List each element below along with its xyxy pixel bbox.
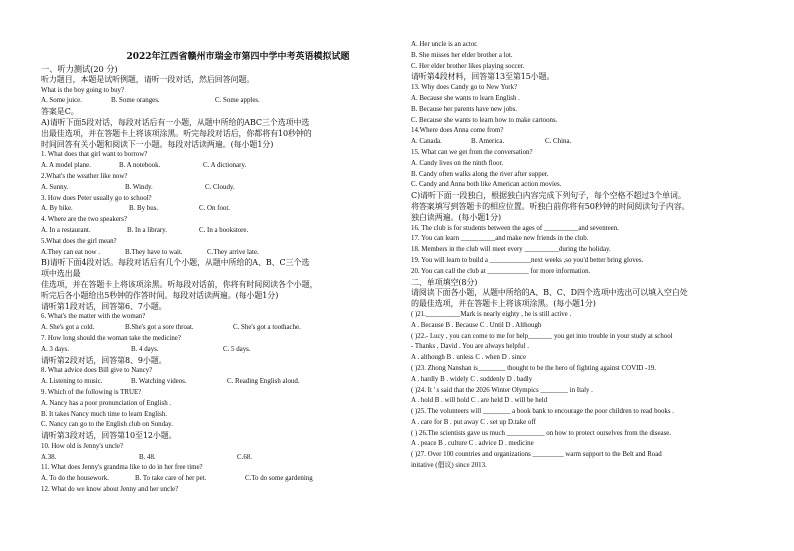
text-line: A . hardly B . widely C . suddenly D . badly — [411, 375, 533, 383]
text-line: 时间回答有关小题和阅读下一小题。每段对话读两遍。(每小题1分) — [41, 139, 274, 149]
text-line: B)请听下面4段对话。每段对话后有几个小题，从题中所给的A、B、C三个选 — [41, 258, 310, 268]
text-line: 13. Why does Candy go to New York? — [411, 84, 518, 92]
text-line: ( )27. Over 100 countries and organizations _________ warm support to the Belt and Road — [411, 451, 662, 459]
text-line: - Thanks , David . You are always helpful . — [411, 343, 529, 351]
text-line: 2.What's the weather like now? — [41, 172, 128, 180]
answer-option: A. She's got a cold. — [41, 324, 95, 332]
answer-option: B. 4 days. — [131, 345, 159, 353]
text-line: 请听第4段材料，回答第13至第15小题。 — [411, 72, 555, 82]
text-line: A. Nancy has a poor pronunciation of English . — [41, 399, 172, 407]
answer-options — [41, 183, 409, 194]
text-line: ( )22.- Lucy , you can come to me for help_______ you get into trouble in your study at school — [411, 332, 673, 340]
answer-option: B. A notebook. — [119, 162, 161, 170]
answer-option: C.68. — [237, 453, 252, 461]
text-line: ( ) 26.The scientists gave us much ___________ on how to protect ourselves from the disease. — [411, 429, 672, 437]
text-line: ( )21.__________Mark is nearly eighty , he is still active . — [411, 310, 572, 318]
text-line: 18. Members in the club will meet every __________during the holiday. — [411, 246, 611, 254]
answer-option: C. 5 days. — [223, 345, 251, 353]
answer-option: B. Windy. — [125, 183, 153, 191]
text-line: 19. You will learn to build a ____________next weeks ,so you'd better bring gloves. — [411, 256, 644, 264]
text-line: 5.What does the girl mean? — [41, 237, 117, 245]
answer-option: B. In a library. — [127, 226, 167, 234]
answer-option: A.38. — [41, 453, 57, 461]
text-line: A . peace B . culture C . advice D . medicine — [411, 440, 534, 448]
text-line: 请听第3段对话，回答第10至12小题。 — [41, 431, 177, 441]
answer-option: C.To do some gardening — [245, 475, 313, 483]
text-line: A. Candy lives on the ninth floor. — [411, 159, 504, 167]
answer-option: B. 48. — [139, 453, 156, 461]
text-line: ( )25. The volunteers will ________ a book bank to encourage the poor children to read books . — [411, 408, 674, 416]
text-line: C. Her elder brother likes playing soccer. — [411, 62, 525, 70]
right-column — [411, 40, 763, 472]
answer-option: C.They arrive late. — [207, 248, 259, 256]
text-line: A)请听下面5段对话，每段对话后有一小题，从题中所给的ABC三个选项中选 — [41, 117, 310, 127]
answer-options — [41, 474, 409, 485]
answer-options — [41, 226, 409, 237]
answer-options — [41, 204, 409, 215]
text-line: 听完后各小题给出5秒钟的作答时间。每段对话读两遍。(每小题1分) — [41, 290, 279, 300]
text-line: 请阅读下面各小题，从题中所给的A、B、C、D四个选项中选出可以填入空白处 — [411, 288, 688, 298]
text-line: 独白读两遍。(每小题1分) — [411, 212, 502, 222]
text-line: 将答案填写到答题卡的相应位置。听独白前你将有50秒钟的时间阅读句子内容。 — [411, 201, 690, 211]
text-line: 17. You can learn __________and make new friends in the club. — [411, 235, 589, 243]
text-line: 16. The club is for students between the ages of __________and seventeen. — [411, 224, 619, 232]
text-line: A . Because B . Because C . Until D . Although — [411, 321, 542, 329]
text-line: A. Because she wants to learn English . — [411, 94, 520, 102]
answer-option: A. Canada. — [411, 138, 442, 146]
answer-option: B. America. — [471, 138, 505, 146]
text-line: ( )23. Zhong Nanshan is________ thought to be the hero of fighting against COVID -19. — [411, 364, 656, 372]
answer-option: B.They have to wait. — [125, 248, 183, 256]
text-line: A. Her uncle is an actor. — [411, 41, 478, 48]
answer-option: C. A dictionary. — [203, 162, 247, 170]
answer-option: A. To do the housework. — [41, 475, 109, 483]
text-line: C)请听下面一段独白，根据独白内容完成下列句子，每个空格不超过3个单词。 — [411, 191, 686, 201]
answer-options — [41, 345, 409, 356]
exam-title: 2022年江西省赣州市瑞金市第四中学中考英语模拟试题 — [126, 52, 350, 62]
text-line: 9. Which of the following is TRUE? — [41, 388, 142, 396]
text-line: A . although B . unless C . when D . since — [411, 354, 527, 362]
answer-options — [411, 137, 763, 148]
text-line: 二、单项填空(8分) — [411, 277, 478, 287]
text-line: 7. How long should the woman take the medicine? — [41, 334, 181, 342]
text-line: 14.Where does Anna come from? — [411, 127, 504, 135]
text-line: 一、听力测试(20 分) — [41, 64, 118, 74]
answer-option: C. Some apples. — [215, 97, 260, 105]
text-line: A . hold B . will hold C . are held D . will be held — [411, 397, 548, 405]
text-line: C. Candy and Anna both like American action movies. — [411, 181, 562, 189]
text-line: B. Candy often walks along the river after supper. — [411, 170, 549, 178]
answer-option: A. A model plane. — [41, 162, 91, 170]
text-line: 1. What does that girl want to borrow? — [41, 151, 148, 159]
answer-options — [41, 453, 409, 464]
text-line: 4. Where are the two speakers? — [41, 216, 127, 224]
answer-option: A. Some juice. — [41, 97, 82, 105]
text-line: 请听第1段对话，回答第6、7小题。 — [41, 301, 167, 311]
answer-option: B. By bus. — [129, 205, 159, 213]
answer-options — [41, 248, 409, 259]
text-line: 项中选出最 — [41, 269, 81, 279]
text-line: What is the boy going to buy? — [41, 86, 125, 94]
text-line: 6. What's the matter with the woman? — [41, 313, 146, 321]
text-line: 15. What can we get from the conversation? — [411, 148, 533, 156]
text-line: 的最佳选项，并在答题卡上将该项涂黑。(每小题1分) — [411, 299, 596, 309]
answer-option: C. On foot. — [199, 205, 231, 213]
text-line: A . care for B . put away C . set up D.take off — [411, 418, 536, 426]
answer-options — [41, 377, 409, 388]
text-line: 请听第2段对话，回答第8、9小题。 — [41, 355, 167, 365]
answer-option: C. Reading English aloud. — [227, 378, 300, 386]
answer-option: B.She's got a sore throat. — [125, 324, 194, 332]
answer-options — [41, 96, 409, 107]
text-line: 3. How does Peter usually go to school? — [41, 194, 152, 202]
text-line: 答案是C。 — [41, 107, 79, 117]
text-line: B. She misses her elder brother a lot. — [411, 51, 513, 59]
text-line: 20. You can call the club at ____________ for more information. — [411, 267, 591, 275]
answer-option: C. China. — [545, 138, 572, 146]
answer-option: A.They can eat now . — [41, 248, 100, 256]
text-line: C. Because she wants to learn how to make cartoons. — [411, 116, 558, 124]
answer-option: C. In a bookstore. — [199, 226, 249, 234]
answer-option: B. Some oranges. — [111, 97, 160, 105]
answer-option: A. By bike. — [41, 205, 73, 213]
text-line: 出最佳选项，并在答题卡上将该项涂黑。听完每段对话后，你都将有10秒钟的 — [41, 128, 312, 138]
text-line: 听力题目，本题是试听例题，请听一段对话，然后回答问题。 — [41, 74, 255, 84]
text-line: 12. What do we know about Jenny and her uncle? — [41, 486, 179, 494]
text-line: B. Because her parents have new jobs. — [411, 105, 518, 113]
left-column — [41, 64, 409, 496]
answer-option: A. Listening to music. — [41, 378, 103, 386]
text-line: B. It takes Nancy much time to learn English. — [41, 410, 167, 418]
answer-option: B. Watching videos. — [131, 378, 187, 386]
answer-options — [41, 161, 409, 172]
text-line: ( )24. It ' s said that the 2026 Winter Olympics ________ in Italy . — [411, 386, 593, 394]
text-line: 8. What advice does Bill give to Nancy? — [41, 367, 153, 375]
answer-option: B. To take care of her pet. — [135, 475, 207, 483]
answer-option: A. 3 days. — [41, 345, 69, 353]
answer-option: A. Sunny. — [41, 183, 69, 191]
text-line: 佳选项，并在答题卡上将该项涂黑。听每段对话前，你将有时间阅读各个小题， — [41, 279, 318, 289]
answer-options — [41, 323, 409, 334]
text-line: 11. What does Jenny's grandma like to do in her free time? — [41, 464, 203, 472]
answer-option: C. Cloudy. — [205, 183, 235, 191]
text-line: C. Nancy can go to the English club on Sunday. — [41, 421, 173, 429]
text-line: initative (倡议) since 2013. — [411, 462, 487, 470]
text-line: 10. How old is Jenny's uncle? — [41, 442, 124, 450]
answer-option: A. In a restaurant. — [41, 226, 91, 234]
answer-option: C. She's got a toothache. — [233, 324, 301, 332]
